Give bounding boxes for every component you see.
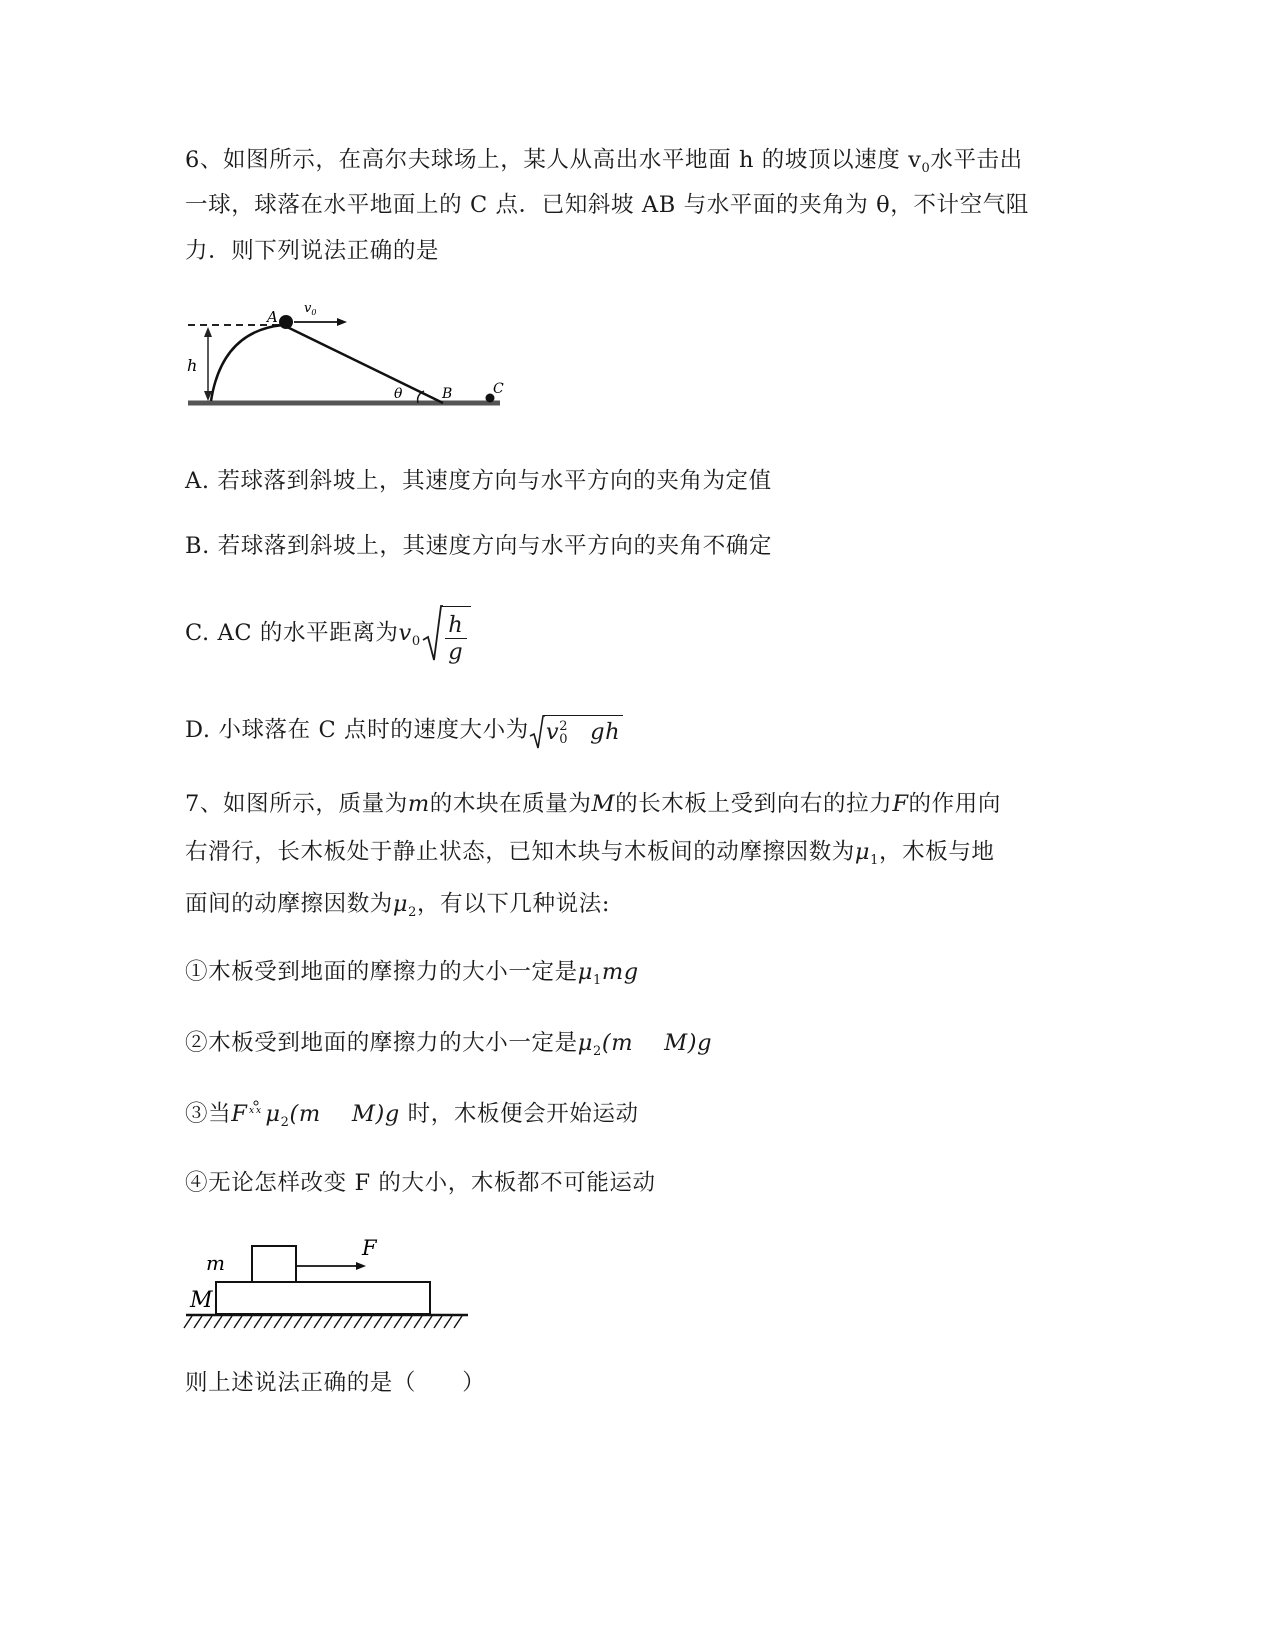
label-B: B: [442, 386, 453, 402]
q7-question: 则上述说法正确的是（ ）: [185, 1370, 486, 1396]
q6-option-a: A. 若球落到斜坡上，其速度方向与水平方向的夹角为定值: [185, 468, 772, 494]
slope-line: [283, 325, 443, 403]
small-block-m: [252, 1246, 296, 1282]
label-C: C: [493, 381, 504, 397]
q7-statement-3: ③当F x x $\mu_2(m$ M)g 时，木板便会开始运动: [185, 1101, 639, 1130]
garbled-relation-icon: [247, 1099, 265, 1121]
label-m: m: [206, 1251, 225, 1275]
q7-statement-4: ④无论怎样改变 F 的大小，木板都不可能运动: [185, 1170, 656, 1196]
long-board-M: [216, 1282, 430, 1314]
svg-text:x: x: [256, 1106, 263, 1116]
label-v0: $v_0$: [304, 301, 317, 317]
sqrt-symbol-c: $\frac{h}{g}$: [421, 603, 471, 665]
q6-option-b: B. 若球落到斜坡上，其速度方向与水平方向的夹角不确定: [185, 533, 773, 559]
q6-golf-slope-figure: [180, 295, 510, 415]
hill-curve: [211, 325, 283, 401]
label-theta: θ: [394, 386, 403, 402]
svg-text:x: x: [249, 1106, 256, 1116]
q7-statement-1: ①木板受到地面的摩擦力的大小一定是$\mu_1mg$: [185, 959, 639, 988]
q7-statement-2: ②木板受到地面的摩擦力的大小一定是$\mu_2(m$ M)g: [185, 1030, 713, 1059]
label-M: M: [190, 1288, 213, 1313]
ball-A: [279, 315, 293, 329]
q7-line-2: 右滑行，长木板处于静止状态，已知木块与木板间的动摩擦因数为$\mu_1$，木板与地: [185, 839, 995, 868]
sqrt-symbol-d: v 2 0 gh: [529, 713, 623, 750]
q6-line-2: 一球，球落在水平地面上的 C 点．已知斜坡 AB 与水平面的夹角为 θ，不计空气阻: [185, 192, 1029, 218]
label-F: F: [362, 1236, 377, 1260]
ground-hatching: [184, 1316, 462, 1328]
label-h: h: [187, 356, 198, 375]
q7-line-3: 面间的动摩擦因数为$\mu_2$，有以下几种说法:: [185, 891, 610, 920]
q7-line-1: 7、如图所示，质量为m的木块在质量为M的长木板上受到向右的拉力F的作用向: [185, 791, 1001, 817]
q7-block-board-figure: [180, 1232, 475, 1332]
q6-option-d: D. 小球落在 C 点时的速度大小为 v 2 0 gh: [185, 712, 623, 750]
label-A: A: [267, 308, 278, 326]
q6-line-1: 6、如图所示，在高尔夫球场上，某人从高出水平地面 h 的坡顶以速度 $v_0$水平击出: [185, 147, 1023, 176]
q6-option-c: C. AC 的水平距离为$v_0$ $\frac{h}{g}$: [185, 603, 471, 672]
q6-line-3: 力．则下列说法正确的是: [185, 238, 440, 264]
